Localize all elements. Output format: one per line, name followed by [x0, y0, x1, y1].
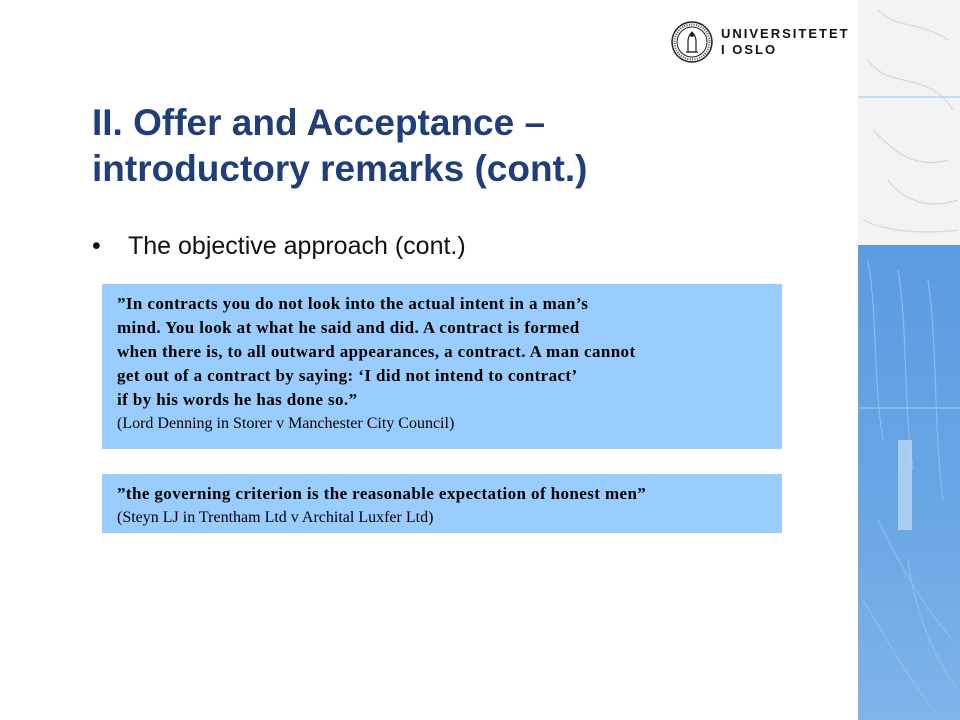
quote-line: if by his words he has done so.” [117, 390, 358, 409]
title-line-1: II. Offer and Acceptance – [92, 102, 546, 143]
quote-box-steyn [102, 474, 782, 533]
sidebar-decoration [858, 0, 960, 720]
sidebar-artwork [858, 0, 960, 720]
university-seal-icon [671, 21, 713, 63]
university-logo [671, 19, 850, 65]
slide-title [92, 100, 832, 192]
university-wordmark [721, 26, 850, 58]
bullet-marker: • [92, 232, 101, 260]
quote-line: ”the governing criterion is the reasonable expectation of honest men” [117, 484, 647, 503]
quote-line: mind. You look at what he said and did. A contract is formed [117, 318, 580, 337]
quote-citation: (Steyn LJ in Trentham Ltd v Archital Luxfer Ltd) [117, 509, 434, 526]
wordmark-line-1: UNIVERSITETET [721, 26, 850, 41]
bullet-text: The objective approach (cont.) [128, 232, 466, 260]
quote-box-denning [102, 284, 782, 449]
quote-citation: (Lord Denning in Storer v Manchester City Council) [117, 415, 455, 432]
quote-line: when there is, to all outward appearances, a contract. A man cannot [117, 342, 636, 361]
quote-line: get out of a contract by saying: ‘I did not intend to contract’ [117, 366, 578, 385]
wordmark-line-2: I OSLO [721, 42, 778, 57]
bullet-point [92, 232, 466, 261]
quote-line: ”In contracts you do not look into the actual intent in a man’s [117, 294, 589, 313]
title-line-2: introductory remarks (cont.) [92, 148, 588, 189]
